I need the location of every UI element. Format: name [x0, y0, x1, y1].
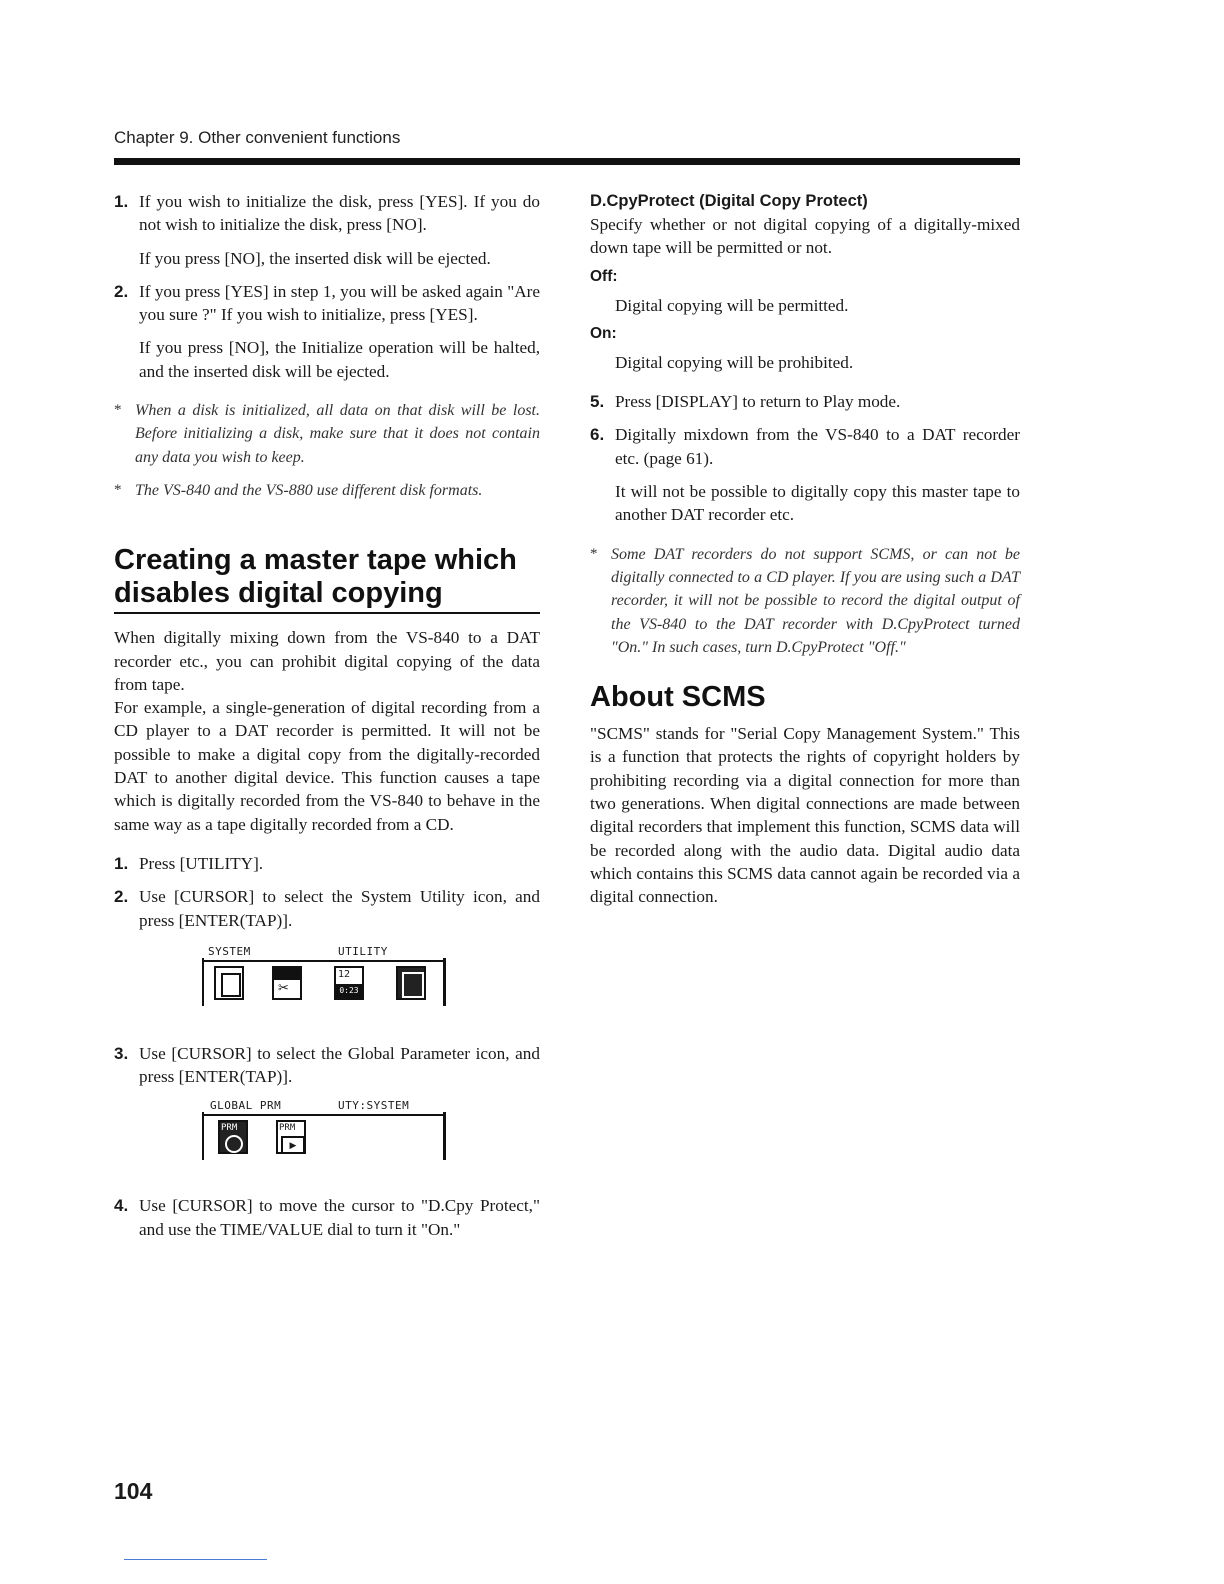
step-number: 1.: [114, 192, 129, 211]
step-note: If you press [NO], the Initialize operation will be halted, and the inserted disk will be ejected.: [139, 338, 540, 381]
step-4-dcpy-protect: [114, 1194, 540, 1241]
option-desc-on: Digital copying will be prohibited.: [615, 352, 854, 372]
asterisk-icon: *: [590, 545, 598, 562]
note-text: Some DAT recorders do not support SCMS, or can not be digitally connected to a CD player. If you are using such a DAT recorder, it will not be possible to record the digital output of the VS-840 to the DAT recorder with D.CpyProtect turned "On." In such cases, turn D.CpyProtect "Off.": [611, 545, 1020, 656]
step-text: Press [DISPLAY] to return to Play mode.: [615, 392, 901, 412]
page-number: 104: [114, 1478, 153, 1504]
step-text: If you press [YES] in step 1, you will be asked again "Are you sure ?" If you wish to initialize, press [YES].: [139, 281, 540, 325]
step-note: If you press [NO], the inserted disk will be ejected.: [139, 248, 491, 268]
icon-glyph: 0:23: [336, 984, 362, 998]
icon-glyph: PRM: [221, 1123, 238, 1134]
step-5-display: [590, 390, 1020, 413]
step-3-global-parameter: [114, 1042, 540, 1089]
step-text: Digitally mixdown from the VS-840 to a DAT recorder etc. (page 61).: [615, 425, 1020, 468]
step-text: Use [CURSOR] to select the Global Parameter icon, and press [ENTER(TAP)].: [139, 1043, 540, 1087]
lcd-screen-system-utility: [202, 946, 446, 1006]
right-column: [590, 190, 1020, 909]
caution-note: [590, 543, 1020, 659]
step-number: 1.: [114, 853, 129, 873]
intro-paragraph: When digitally mixing down from the VS-840 to a DAT recorder etc., you can prohibit digital copying of the data from tape.: [114, 628, 540, 694]
step-text: Press [UTILITY].: [139, 853, 264, 873]
left-column: [114, 190, 540, 1241]
asterisk-icon: *: [114, 481, 122, 498]
step-6-mixdown: [590, 423, 1020, 470]
option-desc-off: Digital copying will be permitted.: [615, 295, 849, 315]
lcd-title-left: SYSTEM: [208, 944, 251, 958]
parameter-play-icon: PRM ▶: [276, 1120, 306, 1154]
disk-icon: [214, 966, 244, 1000]
intro-paragraph: For example, a single-generation of digital recording from a CD player to a DAT recorder is permitted. It will not be possible to make a digital copy from the digitally-recorded DAT to another digital device. This function causes a tape which is digitally recorded from the VS-840 to behave in the same way as a tape digitally recorded from a CD.: [114, 698, 540, 834]
step-number: 2.: [114, 281, 129, 301]
scene-icon: [396, 966, 426, 1000]
lcd-frame-left: [202, 958, 204, 1006]
section-title: Creating a master tape which disables digital copying: [114, 544, 540, 614]
about-scms-title: About SCMS: [590, 681, 766, 714]
lcd-title-right: UTY:SYSTEM: [338, 1099, 410, 1113]
step-text: Use [CURSOR] to move the cursor to "D.Cpy Protect," and use the TIME/VALUE dial to turn it "On.": [139, 1196, 540, 1239]
step-note: It will not be possible to digitally copy this master tape to another DAT recorder etc.: [615, 482, 1020, 525]
step-2-confirm: [114, 280, 540, 327]
step-number: 5.: [590, 392, 605, 412]
icon-glyph: 12: [338, 968, 351, 980]
step-1-initialize: [114, 190, 540, 237]
parameter-description: Specify whether or not digital copying of a digitally-mixed down tape will be permitted or not.: [590, 215, 1020, 258]
option-label-on: On:: [590, 324, 617, 342]
step-text: Use [CURSOR] to select the System Utility icon, and press [ENTER(TAP)].: [139, 887, 540, 930]
step-number: 6.: [590, 425, 605, 445]
step-text: If you wish to initialize the disk, press [YES]. If you do not wish to initialize the disk, press [NO].: [139, 192, 540, 235]
caution-note: [114, 479, 540, 502]
parameter-heading: D.CpyProtect (Digital Copy Protect): [590, 192, 868, 210]
system-utility-icon: [334, 966, 364, 1000]
step-number: 2.: [114, 887, 129, 907]
icon-glyph: PRM: [279, 1123, 296, 1134]
edit-icon: ✂: [272, 966, 302, 1000]
header-rule: [114, 158, 1020, 165]
note-text: The VS-840 and the VS-880 use different disk formats.: [135, 481, 483, 499]
step-number: 3.: [114, 1043, 129, 1063]
lcd-screen-global-parameter: [202, 1100, 446, 1160]
step-2-system-utility: [114, 885, 540, 932]
lcd-frame-right: [443, 958, 446, 1006]
about-scms-text: "SCMS" stands for "Serial Copy Management System." This is a function that protects the rights of copyright holders by prohibiting recording via a digital connection for more than two generations. When digital connections are made between digital recorders that implement this function, SCMS data will be recorded along with the audio data. Digital audio data which contains this SCMS data cannot again be recorded via a digital connection.: [590, 724, 1020, 907]
option-label-off: Off:: [590, 267, 618, 285]
lcd-frame-right: [443, 1112, 446, 1160]
asterisk-icon: *: [114, 402, 122, 419]
lcd-title-right: UTILITY: [338, 944, 388, 958]
step-number: 4.: [114, 1196, 129, 1216]
lcd-frame-left: [202, 1112, 204, 1160]
footer-rule: [124, 1559, 267, 1560]
lcd-title-left: GLOBAL PRM: [210, 1099, 282, 1113]
note-text: When a disk is initialized, all data on that disk will be lost. Before initializing a disk, make sure that it does not contain any data you wish to keep.: [135, 402, 540, 466]
chapter-header: Chapter 9. Other convenient functions: [114, 128, 401, 147]
caution-note: [114, 399, 540, 469]
step-1-utility: [114, 852, 540, 875]
lcd-title-bar: [202, 946, 446, 962]
lcd-title-bar: [202, 1100, 446, 1116]
global-parameter-icon: [218, 1120, 248, 1154]
